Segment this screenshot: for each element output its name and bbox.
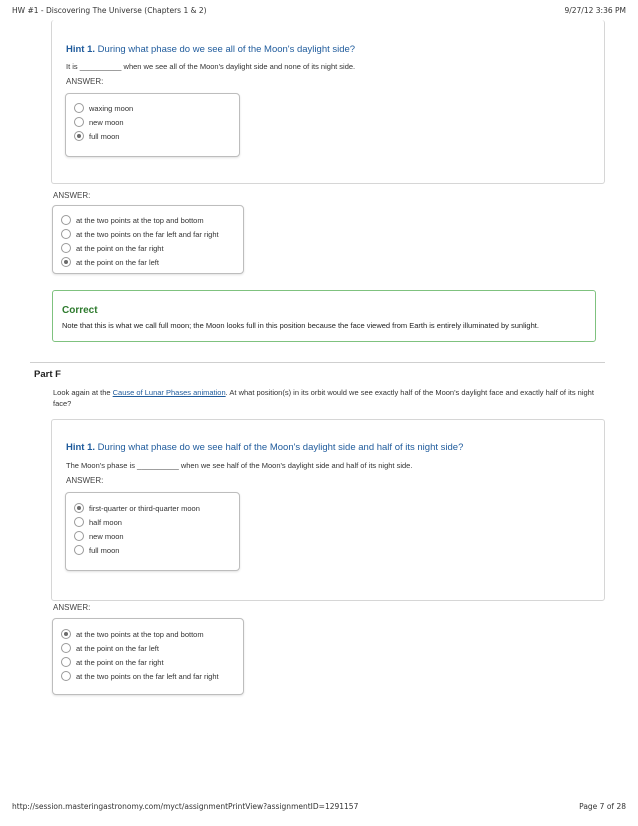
hint-title	[66, 44, 355, 55]
hint-option[interactable]	[74, 129, 133, 143]
feedback-title: Correct	[62, 305, 98, 316]
answer-option[interactable]	[61, 213, 219, 227]
hint-option[interactable]	[74, 529, 200, 543]
radio-button[interactable]	[61, 243, 71, 253]
option-label: full moon	[89, 131, 120, 141]
answer-label: ANSWER:	[53, 191, 91, 200]
animation-link[interactable]: Cause of Lunar Phases animation	[112, 388, 226, 397]
radio-button[interactable]	[74, 517, 84, 527]
hint-option[interactable]	[74, 501, 200, 515]
hint-title-text: During what phase do we see all of the Moon's daylight side?	[97, 44, 356, 55]
hint-title-text: During what phase do we see half of the Moon's daylight side and half of its night side?	[97, 442, 464, 453]
answer-label: ANSWER:	[53, 603, 91, 612]
answer-option[interactable]	[61, 627, 219, 641]
radio-button-selected[interactable]	[61, 257, 71, 267]
radio-button[interactable]	[61, 671, 71, 681]
hint-text: The Moon's phase is __________ when we see half of the Moon's daylight side and half of its night side.	[66, 461, 413, 470]
radio-button[interactable]	[61, 215, 71, 225]
print-header-datetime: 9/27/12 3:36 PM	[564, 6, 626, 15]
answer-option[interactable]	[61, 641, 219, 655]
answer-option[interactable]	[61, 655, 219, 669]
option-label: at the point on the far right	[76, 657, 164, 667]
radio-button-selected[interactable]	[74, 503, 84, 513]
radio-button[interactable]	[61, 229, 71, 239]
hint-option[interactable]	[74, 115, 133, 129]
hint-title	[66, 442, 463, 453]
hint-number: Hint 1.	[66, 442, 96, 453]
print-footer-page: Page 7 of 28	[579, 802, 626, 811]
radio-button-selected[interactable]	[74, 131, 84, 141]
option-label: new moon	[89, 531, 124, 541]
option-label: full moon	[89, 545, 120, 555]
hint-number: Hint 1.	[66, 44, 96, 55]
hint-answer-box	[65, 93, 240, 157]
question-text-post: . At what position(s) in its orbit would we see exactly half of the Moon's daylight face and exactly half of its night face?	[53, 388, 594, 408]
radio-button[interactable]	[61, 643, 71, 653]
radio-button[interactable]	[74, 117, 84, 127]
answer-box	[52, 205, 244, 274]
hint-text: It is __________ when we see all of the Moon's daylight side and none of its night side.	[66, 62, 356, 71]
option-label: at the point on the far left	[76, 257, 159, 267]
section-divider	[30, 362, 605, 363]
answer-option[interactable]	[61, 241, 219, 255]
hint-option[interactable]	[74, 101, 133, 115]
hint-answer-label: ANSWER:	[66, 476, 104, 485]
part-title: Part F	[34, 369, 61, 380]
print-footer-url: http://session.masteringastronomy.com/myct/assignmentPrintView?assignmentID=1291157	[12, 802, 359, 811]
answer-option[interactable]	[61, 227, 219, 241]
hint-answer-label: ANSWER:	[66, 77, 104, 86]
feedback-correct	[52, 290, 596, 342]
hint-option[interactable]	[74, 543, 200, 557]
radio-button[interactable]	[61, 657, 71, 667]
print-header-title: HW #1 - Discovering The Universe (Chapters 1 & 2)	[12, 6, 207, 15]
option-label: new moon	[89, 117, 124, 127]
option-label: half moon	[89, 517, 122, 527]
answer-option[interactable]	[61, 669, 219, 683]
hint-container	[51, 419, 605, 601]
answer-box	[52, 618, 244, 695]
option-label: at the point on the far left	[76, 643, 159, 653]
part-question	[53, 387, 598, 409]
radio-button[interactable]	[74, 545, 84, 555]
option-label: at the two points at the top and bottom	[76, 629, 204, 639]
radio-button[interactable]	[74, 103, 84, 113]
radio-button[interactable]	[74, 531, 84, 541]
question-text-pre: Look again at the	[53, 388, 111, 397]
option-label: first-quarter or third-quarter moon	[89, 503, 200, 513]
option-label: at the two points on the far left and far right	[76, 671, 219, 681]
hint-option[interactable]	[74, 515, 200, 529]
option-label: at the two points on the far left and far right	[76, 229, 219, 239]
hint-container	[51, 20, 605, 184]
radio-button-selected[interactable]	[61, 629, 71, 639]
answer-option[interactable]	[61, 255, 219, 269]
feedback-text: Note that this is what we call full moon; the Moon looks full in this position because the face viewed from Earth is entirely illuminated by sunlight.	[62, 321, 539, 330]
option-label: at the point on the far right	[76, 243, 164, 253]
option-label: at the two points at the top and bottom	[76, 215, 204, 225]
hint-answer-box	[65, 492, 240, 571]
option-label: waxing moon	[89, 103, 134, 113]
